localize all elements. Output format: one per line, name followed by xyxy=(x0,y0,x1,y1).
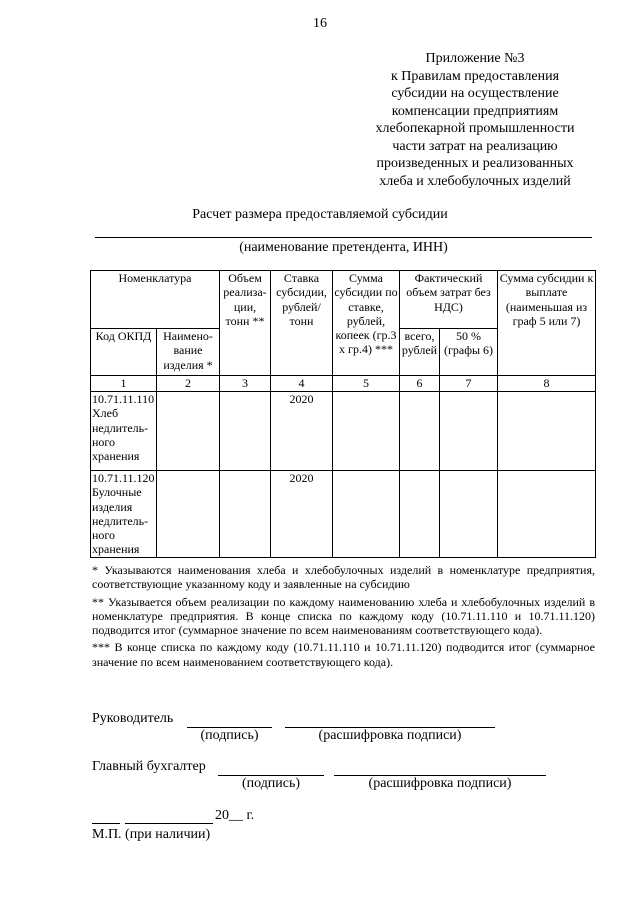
appendix-header xyxy=(360,50,590,190)
decoding-caption: (расшифровка подписи) xyxy=(318,728,462,743)
column-number: 5 xyxy=(333,376,400,392)
row-code-cell: 10.71.11.110 Хлеб недлитель-ного хранения xyxy=(91,392,157,471)
appendix-line: к Правилам предоставления xyxy=(390,68,560,84)
row-rate-cell: 2020 xyxy=(271,392,333,471)
appendix-line: хлеба и хлебобулочных изделий xyxy=(379,173,571,189)
row-total-cell xyxy=(400,471,440,558)
footnotes xyxy=(92,563,595,672)
row-sum-cell xyxy=(333,471,400,558)
header-payout: Сумма субсидии к выплате (наименьшая из граф 5 или 7) xyxy=(498,271,596,376)
page-number: 16 xyxy=(313,16,327,31)
subsidy-table xyxy=(90,270,596,558)
header-code: Код ОКПД xyxy=(91,329,157,376)
signature-caption: (подпись) xyxy=(200,728,259,743)
header-total: всего, рублей xyxy=(400,329,440,376)
decoding-caption: (расшифровка подписи) xyxy=(368,776,512,791)
column-number: 3 xyxy=(220,376,271,392)
header-product-name: Наимено-вание изделия * xyxy=(157,329,220,376)
row-name-cell xyxy=(157,392,220,471)
row-sum-cell xyxy=(333,392,400,471)
date-month-line xyxy=(125,823,213,824)
column-number: 1 xyxy=(91,376,157,392)
header-nomenclature: Номенклатура xyxy=(91,271,220,329)
row-total-cell xyxy=(400,392,440,471)
document-title: Расчет размера предоставляемой субсидии xyxy=(192,207,448,222)
appendix-line: части затрат на реализацию xyxy=(392,138,558,154)
column-number: 6 xyxy=(400,376,440,392)
column-number: 7 xyxy=(440,376,498,392)
applicant-caption: (наименование претендента, ИНН) xyxy=(239,240,448,255)
date-day-line xyxy=(92,823,120,824)
row-volume-cell xyxy=(220,392,271,471)
header-half: 50 % (графы 6) xyxy=(440,329,498,376)
appendix-line: произведенных и реализованных xyxy=(376,156,574,171)
header-volume: Объем реализа-ции, тонн ** xyxy=(220,271,271,376)
row-rate-cell: 2020 xyxy=(271,471,333,558)
appendix-line: Приложение №3 xyxy=(425,51,525,66)
appendix-line: хлебопекарной промышленности xyxy=(375,121,575,136)
column-number: 2 xyxy=(157,376,220,392)
row-payout-cell xyxy=(498,471,596,558)
row-volume-cell xyxy=(220,471,271,558)
date-year: 20__ г. xyxy=(215,808,255,823)
appendix-line: компенсации предприятиям xyxy=(391,103,559,119)
column-number: 8 xyxy=(498,376,596,392)
footnote: * Указываются наименования хлеба и хлебобулочных изделий в номенклатуре предприятия, соответствующие указанному коду и заявленные на субсидию xyxy=(92,563,595,592)
row-payout-cell xyxy=(498,392,596,471)
row-name-cell xyxy=(157,471,220,558)
header-actual-costs: Фактический объем затрат без НДС) xyxy=(400,271,498,329)
chief-accountant-label: Главный бухгалтер xyxy=(92,759,206,774)
appendix-line: субсидии на осуществление xyxy=(391,86,559,101)
table-row xyxy=(91,392,596,471)
stamp-place: М.П. (при наличии) xyxy=(92,827,211,842)
header-rate: Ставка субсидии, рублей/ тонн xyxy=(271,271,333,376)
row-code-cell: 10.71.11.120 Булочные изделия недлитель-ного хранения xyxy=(92,471,155,557)
footnote: ** Указывается объем реализации по каждому наименованию хлеба и хлебобулочных изделий в номенклатуре предприятия. В конце списка по каждому коду (10.71.11.110 и 10.71.11.120) подводится итог (суммарное значение по всем наименованиям соответствующего кода). xyxy=(92,594,595,638)
table-row xyxy=(91,471,596,558)
applicant-blank-line xyxy=(95,237,592,238)
row-half-cell xyxy=(440,471,498,558)
column-number: 4 xyxy=(271,376,333,392)
head-label: Руководитель xyxy=(92,711,174,726)
signature-caption: (подпись) xyxy=(241,776,301,791)
footnote: *** В конце списка по каждому коду (10.71.11.110 и 10.71.11.120) подводится итог (суммарное значение по всем наименованием соответствующего кода). xyxy=(92,640,595,669)
row-half-cell xyxy=(440,392,498,471)
header-sum-by-rate: Сумма субсидии по ставке, рублей, копеек (гр.3 х гр.4) *** xyxy=(333,271,400,376)
